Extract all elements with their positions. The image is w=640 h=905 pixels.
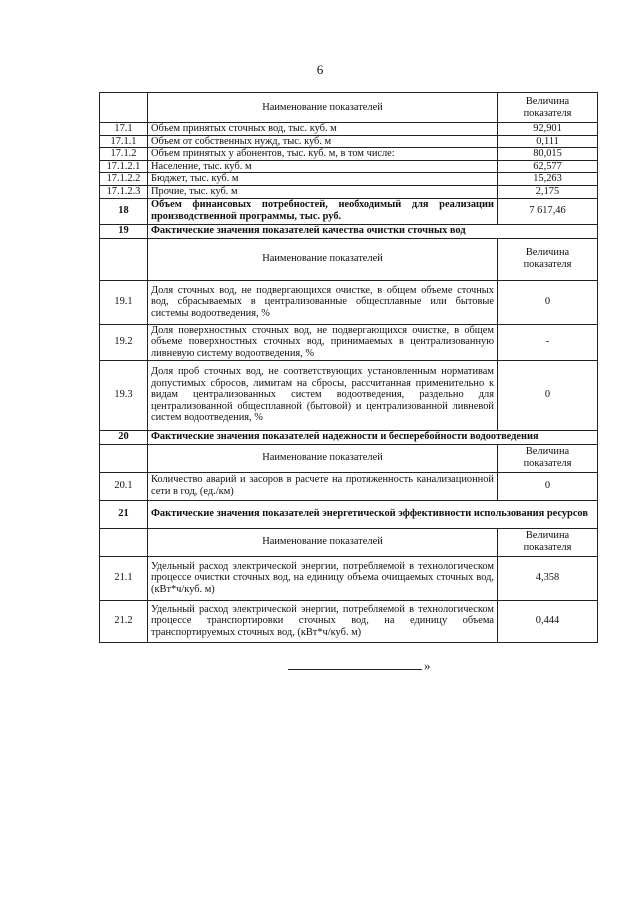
header-empty-cell	[100, 93, 148, 123]
row-value: 0	[498, 472, 598, 500]
section-number: 19	[100, 224, 148, 238]
row-name: Удельный расход электрической энергии, потребляемой в технологическом процессе очистки сточных вод, на единицу объема очищаемых сточных вод, (кВт*ч/куб. м)	[148, 556, 498, 600]
header-name-cell: Наименование показателей	[148, 93, 498, 123]
table-header-row	[100, 238, 598, 280]
row-value: 62,577	[498, 160, 598, 173]
row-name: Удельный расход электрической энергии, потребляемой в технологическом процессе транспортировки сточных вод, на единицу объема транспортируемых сточных вод, (кВт*ч/куб. м)	[148, 600, 498, 642]
row-name: Бюджет, тыс. куб. м	[148, 173, 498, 186]
row-name: Объем принятых у абонентов, тыс. куб. м, в том числе:	[148, 148, 498, 161]
table-row	[100, 360, 598, 430]
row-name: Количество аварий и засоров в расчете на протяженность канализационной сети в год, (ед./км)	[148, 472, 498, 500]
row-value: 15,263	[498, 173, 598, 186]
row-value: -	[498, 324, 598, 360]
row-number: 19.2	[100, 324, 148, 360]
row-number: 21.1	[100, 556, 148, 600]
header-value-cell: Величина показателя	[498, 528, 598, 556]
section-title: Фактические значения показателей надежности и бесперебойности водоотведения	[148, 430, 598, 444]
row-name: Объем принятых сточных вод, тыс. куб. м	[148, 123, 498, 136]
indicators-table	[99, 92, 598, 643]
row-value: 0,444	[498, 600, 598, 642]
table-row	[100, 280, 598, 324]
row-value: 0,111	[498, 135, 598, 148]
row-number: 18	[100, 198, 148, 224]
row-name: Доля поверхностных сточных вод, не подвергающихся очистке, в общем объеме поверхностных сточных вод, принимаемых в централизованную ливневую систему водоотведения, %	[148, 324, 498, 360]
row-name: Объем от собственных нужд, тыс. куб. м	[148, 135, 498, 148]
row-value: 0	[498, 280, 598, 324]
row-name: Население, тыс. куб. м	[148, 160, 498, 173]
closing-quote: »	[424, 658, 431, 673]
header-value-cell: Величина показателя	[498, 238, 598, 280]
row-value: 4,358	[498, 556, 598, 600]
section-row-19	[100, 224, 598, 238]
section-row-20	[100, 430, 598, 444]
row-name: Доля сточных вод, не подвергающихся очистке, в общем объеме сточных вод, сбрасываемых в централизованные общесплавные или бытовые системы водоотведения, %	[148, 280, 498, 324]
row-value: 92,901	[498, 123, 598, 136]
page-number: 6	[316, 62, 324, 77]
row-value: 0	[498, 360, 598, 430]
table-row	[100, 600, 598, 642]
table-row	[100, 148, 598, 161]
row-number: 17.1.2.3	[100, 185, 148, 198]
header-name-cell: Наименование показателей	[148, 444, 498, 472]
section-title: Фактические значения показателей качества очистки сточных вод	[148, 224, 598, 238]
table-row	[100, 556, 598, 600]
table-row-18	[100, 198, 598, 224]
row-value: 80,015	[498, 148, 598, 161]
row-number: 21.2	[100, 600, 148, 642]
table-header-row	[100, 444, 598, 472]
row-number: 17.1.2.2	[100, 173, 148, 186]
row-value: 7 617,46	[498, 198, 598, 224]
table-row	[100, 173, 598, 186]
row-number: 17.1.1	[100, 135, 148, 148]
table-row	[100, 185, 598, 198]
closing-line	[288, 669, 422, 670]
row-number: 17.1.2	[100, 148, 148, 161]
section-number: 21	[100, 500, 148, 528]
table-header-row	[100, 528, 598, 556]
section-row-21	[100, 500, 598, 528]
header-empty-cell	[100, 528, 148, 556]
table-header-row	[100, 93, 598, 123]
header-empty-cell	[100, 444, 148, 472]
row-name: Объем финансовых потребностей, необходимый для реализации производственной программы, тыс. руб.	[148, 198, 498, 224]
table-row	[100, 472, 598, 500]
header-value-cell: Величина показателя	[498, 93, 598, 123]
row-number: 19.3	[100, 360, 148, 430]
section-title: Фактические значения показателей энергетической эффективности использования ресурсов	[148, 500, 598, 528]
row-number: 19.1	[100, 280, 148, 324]
table-row	[100, 135, 598, 148]
row-name: Прочие, тыс. куб. м	[148, 185, 498, 198]
header-name-cell: Наименование показателей	[148, 528, 498, 556]
row-number: 17.1	[100, 123, 148, 136]
table-row	[100, 324, 598, 360]
header-value-cell: Величина показателя	[498, 444, 598, 472]
closing-mark	[288, 658, 438, 673]
header-empty-cell	[100, 238, 148, 280]
row-value: 2,175	[498, 185, 598, 198]
table-row	[100, 123, 598, 136]
section-number: 20	[100, 430, 148, 444]
header-name-cell: Наименование показателей	[148, 238, 498, 280]
row-number: 17.1.2.1	[100, 160, 148, 173]
row-number: 20.1	[100, 472, 148, 500]
table-row	[100, 160, 598, 173]
row-name: Доля проб сточных вод, не соответствующих установленным нормативам допустимых сбросов, лимитам на сбросы, рассчитанная применительно к видам централизованных систем водоотведения, раздельно для централизованной общесплавной (бытовой) и централизованной ливневой систем водоотведения, %	[148, 360, 498, 430]
